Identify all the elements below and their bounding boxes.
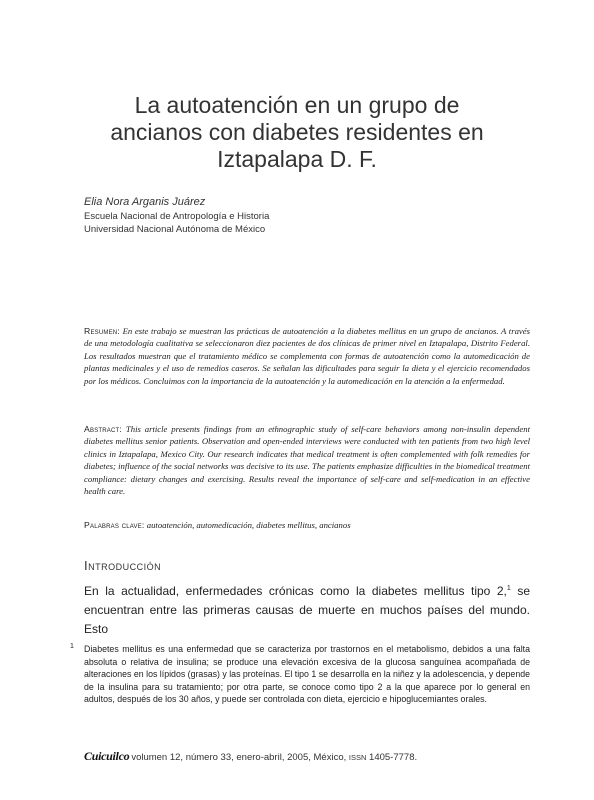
author-name: Elia Nora Arganis Juárez	[84, 196, 206, 208]
keywords-label: Palabras clave:	[84, 520, 145, 530]
issn-number: 1405-7778.	[369, 752, 418, 763]
resumen-section	[84, 325, 530, 387]
abstract-section	[84, 423, 530, 497]
keywords-section	[84, 519, 530, 531]
section-heading: Introducción	[84, 558, 162, 573]
author-affiliation: Universidad Nacional Autónoma de México	[84, 224, 266, 235]
title-line: Iztapalapa D. F.	[217, 146, 377, 172]
abstract-text: This article presents findings from an ethnographic study of self-care behaviors among non-insulin dependent diabetes mellitus senior patients. Observation and open-ended interviews were conducted with ten patients from two high level clinics in Iztapalapa, Mexico City. Our research indicates that medical treatment is often complemented with folk remedies for diabetes; influence of the social networks was decisive to its use. The patients emphasize difficulties in the biomedical treatment compliance: dietary changes and exercising. Results reveal the importance of self-care and self-medication in an effective health care.	[84, 424, 530, 497]
author-affiliation: Escuela Nacional de Antropología e Historia	[84, 211, 270, 222]
body-text-start: En la actualidad, enfermedades crónicas como la diabetes mellitus tipo 2,	[84, 584, 507, 598]
title-line: ancianos con diabetes residentes en	[110, 119, 484, 145]
journal-logo: Cuicuilco	[84, 749, 130, 763]
footnote-ref[interactable]: 1	[506, 585, 511, 592]
body-paragraph	[84, 579, 530, 639]
issn-label: ISSN	[348, 753, 367, 762]
body-text-end: se encuentran entre las primeras causas de muerte en muchos países del mundo. Esto	[84, 584, 530, 636]
footnote-mark: 1	[70, 643, 74, 650]
resumen-text: En este trabajo se muestran las prácticas de autoatención a la diabetes mellitus en un grupo de ancianos. A través de una metodología cualitativa se seleccionaron diez pacientes de dos clínicas de primer nivel en Iztapalapa, Distrito Federal. Los resultados muestran que el tratamiento médico se complementa con formas de autoatención como la automedicación de plantas medicinales y el uso de remedios caseros. Se señalan las dificultades para seguir la dieta y el ejercicio recomendados por los médicos. Concluimos con la importancia de la autoatención y la automedicación en la atención a la enfermedad.	[84, 326, 531, 386]
article-title	[60, 92, 534, 173]
keywords-text: autoatención, automedicación, diabetes mellitus, ancianos	[146, 520, 351, 530]
title-line: La autoatención en un grupo de	[134, 92, 460, 118]
abstract-label: Abstract:	[84, 424, 123, 434]
footnote-text: Diabetes mellitus es una enfermedad que se caracteriza por trastornos en el metabolismo, debidos a una falta absoluta o relativa de insulina; se produce una elevación excesiva de la glucosa sanguínea acompañada de alteraciones en los lípidos (grasas) y las proteínas. El tipo 1 se desarrolla en la niñez y la adolescencia, y depende de la insulina para su tratamiento; por otra parte, se conoce como tipo 2 a la que aparece por lo general en adultos, después de los 30 años, y puede ser controlada con dieta, ejercicio e hipoglucemiantes orales.	[84, 644, 530, 705]
footnote	[70, 643, 530, 706]
resumen-label: Resumen:	[84, 326, 120, 336]
journal-footer	[84, 749, 417, 764]
journal-details: volumen 12, número 33, enero-abril, 2005, México,	[131, 752, 347, 763]
